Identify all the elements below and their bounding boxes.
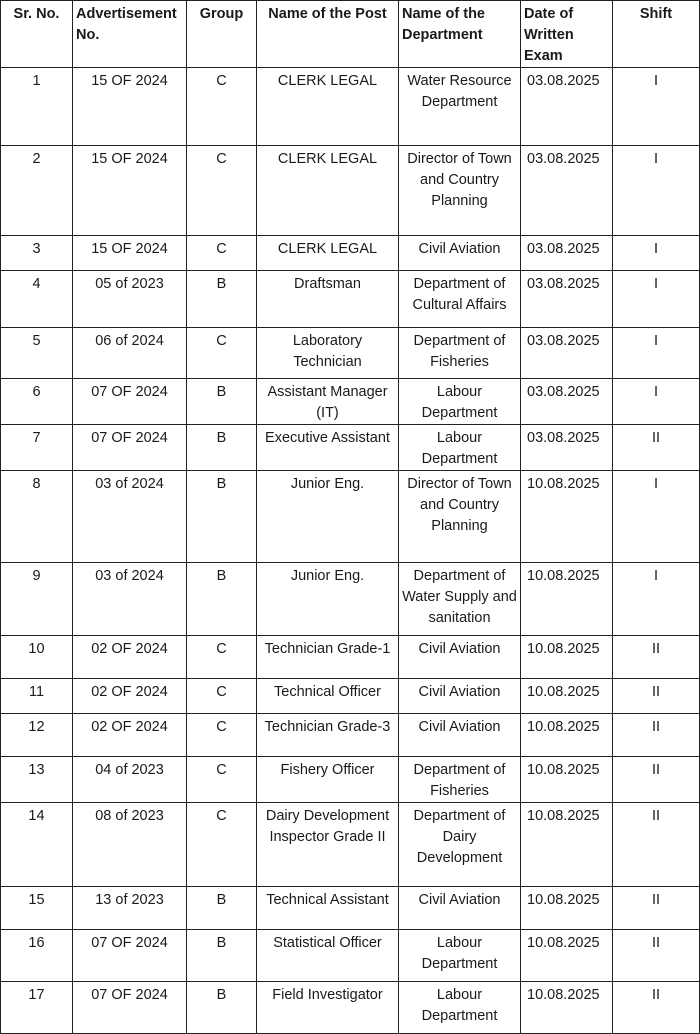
cell-advertisement-no: 07 OF 2024 bbox=[73, 930, 187, 982]
cell-sr-no: 8 bbox=[1, 471, 73, 563]
cell-date: 10.08.2025 bbox=[521, 636, 613, 679]
cell-shift: II bbox=[613, 887, 700, 930]
cell-advertisement-no: 07 OF 2024 bbox=[73, 379, 187, 425]
header-date: Date of Written Exam bbox=[521, 1, 613, 68]
cell-advertisement-no: 13 of 2023 bbox=[73, 887, 187, 930]
cell-shift: I bbox=[613, 271, 700, 328]
table-row bbox=[1, 146, 700, 236]
cell-shift: II bbox=[613, 679, 700, 714]
cell-date: 03.08.2025 bbox=[521, 236, 613, 271]
cell-advertisement-no: 08 of 2023 bbox=[73, 803, 187, 887]
cell-department: Department of Dairy Development bbox=[399, 803, 521, 887]
cell-group: B bbox=[187, 982, 257, 1034]
cell-date: 10.08.2025 bbox=[521, 930, 613, 982]
cell-post: CLERK LEGAL bbox=[257, 68, 399, 146]
cell-advertisement-no: 03 of 2024 bbox=[73, 563, 187, 636]
cell-group: B bbox=[187, 563, 257, 636]
cell-sr-no: 9 bbox=[1, 563, 73, 636]
cell-group: B bbox=[187, 271, 257, 328]
cell-sr-no: 16 bbox=[1, 930, 73, 982]
header-group: Group bbox=[187, 1, 257, 68]
table-row bbox=[1, 887, 700, 930]
cell-date: 03.08.2025 bbox=[521, 68, 613, 146]
cell-date: 03.08.2025 bbox=[521, 146, 613, 236]
cell-post: CLERK LEGAL bbox=[257, 236, 399, 271]
cell-department: Department of Fisheries bbox=[399, 328, 521, 379]
cell-department: Labour Department bbox=[399, 930, 521, 982]
cell-date: 10.08.2025 bbox=[521, 714, 613, 757]
cell-department: Civil Aviation bbox=[399, 679, 521, 714]
cell-sr-no: 12 bbox=[1, 714, 73, 757]
cell-date: 03.08.2025 bbox=[521, 379, 613, 425]
header-sr-no: Sr. No. bbox=[1, 1, 73, 68]
table-row bbox=[1, 328, 700, 379]
cell-department: Department of Cultural Affairs bbox=[399, 271, 521, 328]
cell-group: C bbox=[187, 679, 257, 714]
cell-department: Civil Aviation bbox=[399, 236, 521, 271]
cell-post: Statistical Officer bbox=[257, 930, 399, 982]
cell-sr-no: 15 bbox=[1, 887, 73, 930]
table-row bbox=[1, 982, 700, 1034]
cell-sr-no: 14 bbox=[1, 803, 73, 887]
cell-date: 03.08.2025 bbox=[521, 271, 613, 328]
cell-shift: I bbox=[613, 68, 700, 146]
cell-advertisement-no: 05 of 2023 bbox=[73, 271, 187, 328]
cell-group: C bbox=[187, 803, 257, 887]
cell-advertisement-no: 02 OF 2024 bbox=[73, 679, 187, 714]
cell-sr-no: 2 bbox=[1, 146, 73, 236]
cell-advertisement-no: 15 OF 2024 bbox=[73, 146, 187, 236]
cell-post: Executive Assistant bbox=[257, 425, 399, 471]
cell-sr-no: 11 bbox=[1, 679, 73, 714]
cell-advertisement-no: 04 of 2023 bbox=[73, 757, 187, 803]
cell-group: C bbox=[187, 328, 257, 379]
cell-advertisement-no: 03 of 2024 bbox=[73, 471, 187, 563]
cell-post: Draftsman bbox=[257, 271, 399, 328]
cell-date: 10.08.2025 bbox=[521, 563, 613, 636]
cell-post: Junior Eng. bbox=[257, 563, 399, 636]
cell-sr-no: 6 bbox=[1, 379, 73, 425]
table-row bbox=[1, 236, 700, 271]
table-row bbox=[1, 271, 700, 328]
cell-post: Laboratory Technician bbox=[257, 328, 399, 379]
cell-department: Labour Department bbox=[399, 425, 521, 471]
cell-group: B bbox=[187, 887, 257, 930]
cell-post: Field Investigator bbox=[257, 982, 399, 1034]
cell-group: C bbox=[187, 714, 257, 757]
cell-date: 10.08.2025 bbox=[521, 757, 613, 803]
cell-post: Dairy Development Inspector Grade II bbox=[257, 803, 399, 887]
cell-sr-no: 4 bbox=[1, 271, 73, 328]
cell-post: CLERK LEGAL bbox=[257, 146, 399, 236]
cell-post: Fishery Officer bbox=[257, 757, 399, 803]
cell-sr-no: 10 bbox=[1, 636, 73, 679]
cell-department: Labour Department bbox=[399, 379, 521, 425]
cell-advertisement-no: 02 OF 2024 bbox=[73, 714, 187, 757]
cell-department: Civil Aviation bbox=[399, 887, 521, 930]
cell-group: B bbox=[187, 379, 257, 425]
cell-shift: II bbox=[613, 714, 700, 757]
cell-group: B bbox=[187, 425, 257, 471]
header-department: Name of the Department bbox=[399, 1, 521, 68]
cell-department: Department of Water Supply and sanitation bbox=[399, 563, 521, 636]
cell-shift: I bbox=[613, 146, 700, 236]
header-row bbox=[1, 1, 700, 68]
cell-group: C bbox=[187, 636, 257, 679]
cell-post: Junior Eng. bbox=[257, 471, 399, 563]
table-row bbox=[1, 563, 700, 636]
table-row bbox=[1, 379, 700, 425]
cell-date: 10.08.2025 bbox=[521, 982, 613, 1034]
cell-shift: II bbox=[613, 982, 700, 1034]
table-row bbox=[1, 636, 700, 679]
cell-group: C bbox=[187, 757, 257, 803]
cell-shift: I bbox=[613, 328, 700, 379]
table-row bbox=[1, 803, 700, 887]
cell-post: Technician Grade-3 bbox=[257, 714, 399, 757]
table-row bbox=[1, 714, 700, 757]
cell-post: Technician Grade-1 bbox=[257, 636, 399, 679]
cell-date: 10.08.2025 bbox=[521, 803, 613, 887]
cell-advertisement-no: 07 OF 2024 bbox=[73, 982, 187, 1034]
cell-advertisement-no: 15 OF 2024 bbox=[73, 68, 187, 146]
cell-advertisement-no: 15 OF 2024 bbox=[73, 236, 187, 271]
cell-shift: I bbox=[613, 236, 700, 271]
cell-group: B bbox=[187, 930, 257, 982]
table-row bbox=[1, 679, 700, 714]
cell-shift: II bbox=[613, 803, 700, 887]
table-row bbox=[1, 425, 700, 471]
table-row bbox=[1, 930, 700, 982]
cell-post: Technical Officer bbox=[257, 679, 399, 714]
cell-shift: II bbox=[613, 757, 700, 803]
cell-date: 10.08.2025 bbox=[521, 679, 613, 714]
cell-shift: II bbox=[613, 636, 700, 679]
cell-shift: II bbox=[613, 425, 700, 471]
cell-department: Director of Town and Country Planning bbox=[399, 146, 521, 236]
cell-date: 10.08.2025 bbox=[521, 887, 613, 930]
cell-department: Civil Aviation bbox=[399, 636, 521, 679]
cell-department: Civil Aviation bbox=[399, 714, 521, 757]
cell-department: Department of Fisheries bbox=[399, 757, 521, 803]
cell-group: C bbox=[187, 146, 257, 236]
cell-sr-no: 1 bbox=[1, 68, 73, 146]
cell-shift: I bbox=[613, 471, 700, 563]
cell-date: 03.08.2025 bbox=[521, 425, 613, 471]
cell-shift: I bbox=[613, 563, 700, 636]
cell-department: Director of Town and Country Planning bbox=[399, 471, 521, 563]
cell-post: Assistant Manager (IT) bbox=[257, 379, 399, 425]
cell-advertisement-no: 02 OF 2024 bbox=[73, 636, 187, 679]
cell-group: C bbox=[187, 68, 257, 146]
cell-advertisement-no: 06 of 2024 bbox=[73, 328, 187, 379]
cell-group: C bbox=[187, 236, 257, 271]
cell-sr-no: 5 bbox=[1, 328, 73, 379]
cell-date: 10.08.2025 bbox=[521, 471, 613, 563]
cell-advertisement-no: 07 OF 2024 bbox=[73, 425, 187, 471]
cell-sr-no: 17 bbox=[1, 982, 73, 1034]
table-row bbox=[1, 757, 700, 803]
cell-group: B bbox=[187, 471, 257, 563]
cell-sr-no: 3 bbox=[1, 236, 73, 271]
table-row bbox=[1, 68, 700, 146]
cell-department: Water Resource Department bbox=[399, 68, 521, 146]
header-shift: Shift bbox=[613, 1, 700, 68]
cell-sr-no: 7 bbox=[1, 425, 73, 471]
cell-post: Technical Assistant bbox=[257, 887, 399, 930]
table-row bbox=[1, 471, 700, 563]
cell-shift: I bbox=[613, 379, 700, 425]
cell-date: 03.08.2025 bbox=[521, 328, 613, 379]
cell-shift: II bbox=[613, 930, 700, 982]
header-post: Name of the Post bbox=[257, 1, 399, 68]
header-advertisement-no: Advertisement No. bbox=[73, 1, 187, 68]
cell-department: Labour Department bbox=[399, 982, 521, 1034]
cell-sr-no: 13 bbox=[1, 757, 73, 803]
